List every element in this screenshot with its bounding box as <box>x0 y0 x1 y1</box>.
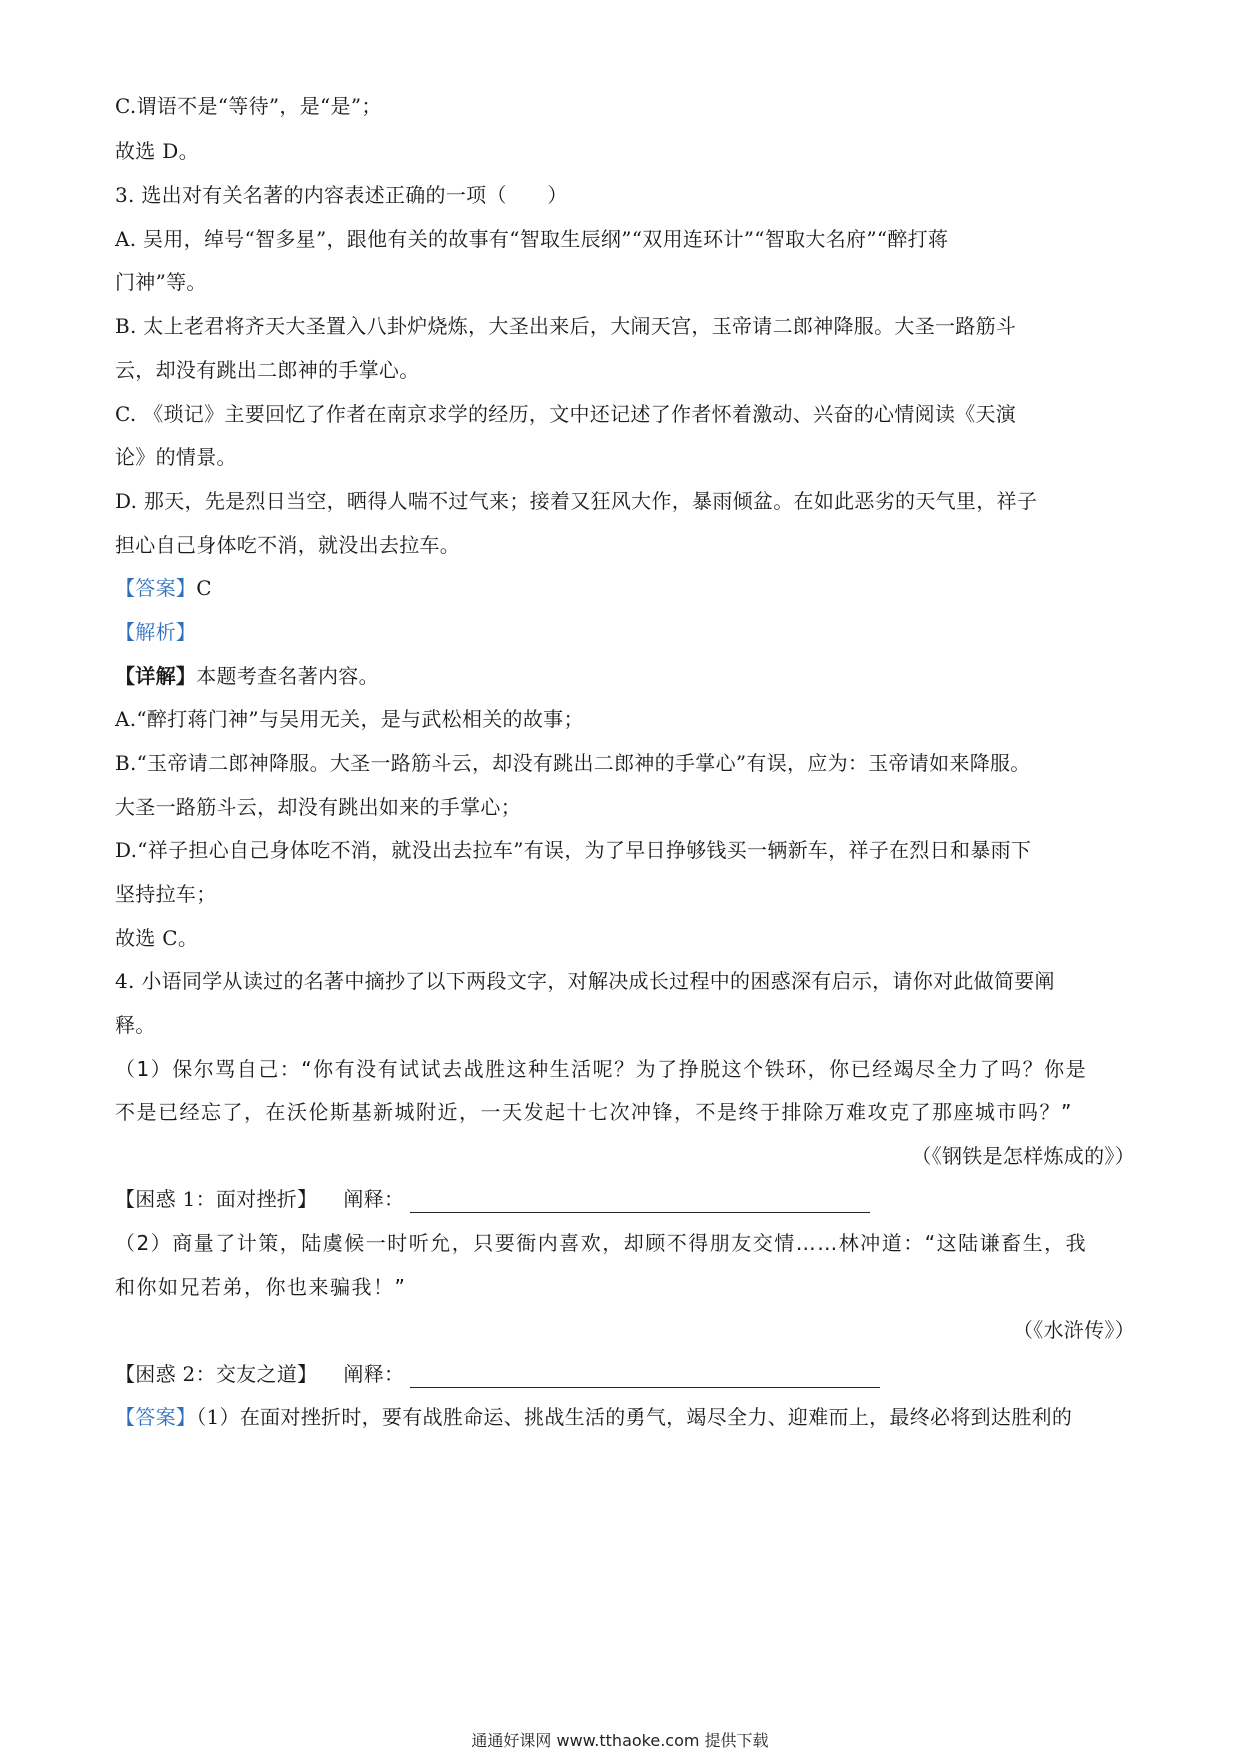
passage-1-cont: 不是已经忘了，在沃伦斯基新城附近，一天发起十七次冲锋，不是终于排除万难攻克了那座城市吗？” <box>115 1100 1073 1124</box>
answer-2-label: 【答案】 <box>115 1405 197 1429</box>
question-3: 3. 选出对有关名著的内容表述正确的一项（ ） <box>115 183 568 207</box>
confusion-2-label: 【困惑 2：交友之道】 <box>115 1362 318 1386</box>
option-d: D. 那天，先是烈日当空，晒得人喘不过气来；接着又狂风大作，暴雨倾盆。在如此恶劣的天气里，祥子 <box>115 489 1038 513</box>
explanation-a: A.“醉打蒋门神”与吴用无关，是与武松相关的故事； <box>115 707 584 731</box>
answer-value: C <box>196 576 212 600</box>
confusion-2-line <box>115 1360 880 1388</box>
explanation-d: D.“祥子担心自己身体吃不消，就没出去拉车”有误，为了早日挣够钱买一辆新车，祥子在烈日和暴雨下 <box>115 838 1032 862</box>
detail-label: 【详解】 <box>115 664 197 688</box>
option-b-cont: 云，却没有跳出二郎神的手掌心。 <box>115 358 420 382</box>
option-c: C. 《琐记》主要回忆了作者在南京求学的经历，文中还记述了作者怀着激动、兴奋的心情阅读《天演 <box>115 402 1017 426</box>
option-d-cont: 担心自己身体吃不消，就没出去拉车。 <box>115 533 461 557</box>
passage-2: （2）商量了计策，陆虞候一时听允，只要衙内喜欢，却顾不得朋友交情……林冲道：“这陆谦畜生，我 <box>115 1231 1088 1255</box>
text-line: 故选 D。 <box>115 139 199 163</box>
option-c-cont: 论》的情景。 <box>115 445 237 469</box>
detail-text: 本题考查名著内容。 <box>196 664 379 688</box>
option-b: B. 太上老君将齐天大圣置入八卦炉烧炼，大圣出来后，大闹天宫，玉帝请二郎神降服。大圣一路筋斗 <box>115 314 1017 338</box>
answer-2-line <box>115 1403 1072 1431</box>
passage-2-source: （《水浒传》） <box>1012 1318 1135 1342</box>
question-4-cont: 释。 <box>115 1013 156 1037</box>
answer-line <box>115 574 212 602</box>
passage-1: （1）保尔骂自己：“你有没有试试去战胜这种生活呢？为了挣脱这个铁环，你已经竭尽全力了吗？你是 <box>115 1057 1088 1081</box>
explanation-b-cont: 大圣一路筋斗云，却没有跳出如来的手掌心； <box>115 795 521 819</box>
answer-blank[interactable] <box>410 1365 880 1388</box>
confusion-1-label: 【困惑 1：面对挫折】 <box>115 1187 318 1211</box>
text-line: C.谓语不是“等待”，是“是”； <box>115 94 382 118</box>
confusion-1-line <box>115 1185 870 1213</box>
footer-watermark: 通通好课网 www.tthaoke.com 提供下载 <box>471 1731 769 1750</box>
detail-line <box>115 662 379 690</box>
question-4: 4. 小语同学从读过的名著中摘抄了以下两段文字，对解决成长过程中的困惑深有启示，请你对此做简要阐 <box>115 969 1055 993</box>
passage-2-cont: 和你如兄若弟，你也来骗我！” <box>115 1275 407 1299</box>
option-a-cont: 门神”等。 <box>115 270 207 294</box>
explanation-b: B.“玉帝请二郎神降服。大圣一路筋斗云，却没有跳出二郎神的手掌心”有误，应为：玉帝请如来降服。 <box>115 751 1031 775</box>
explanation-d-cont: 坚持拉车； <box>115 882 217 906</box>
text-line: 故选 C。 <box>115 926 199 950</box>
answer-label: 【答案】 <box>115 576 197 600</box>
confusion-2-prompt: 阐释： <box>343 1362 405 1386</box>
confusion-1-prompt: 阐释： <box>343 1187 405 1211</box>
analysis-label: 【解析】 <box>115 620 197 644</box>
passage-1-source: （《钢铁是怎样炼成的》） <box>911 1144 1135 1168</box>
option-a: A. 吴用，绰号“智多星”，跟他有关的故事有“智取生辰纲”“双用连环计”“智取大名府”“醉打蒋 <box>115 227 949 251</box>
answer-2-text: （1）在面对挫折时，要有战胜命运、挑战生活的勇气，竭尽全力、迎难而上，最终必将到达胜利的 <box>196 1405 1073 1429</box>
answer-blank[interactable] <box>410 1190 870 1213</box>
